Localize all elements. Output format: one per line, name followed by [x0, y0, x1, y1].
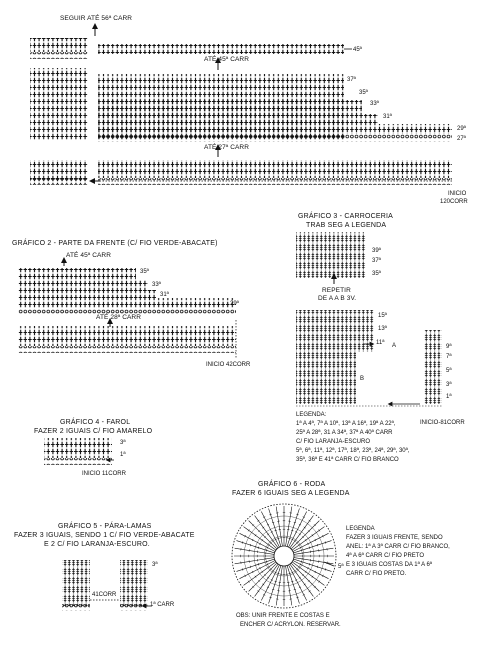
g3-legend-line-1: 1ª A 4ª, 7ª A 10ª, 13ª A 16ª, 19ª A 22ª,: [296, 420, 396, 427]
g5-right-piece: [120, 560, 148, 606]
wheel-spoke-tick: [269, 514, 271, 515]
g1-band-45-dots: [30, 52, 88, 59]
g5-title-3: E 2 C/ FIO LARANJA-ESCURO.: [44, 541, 150, 548]
g1-r31: 31ª: [383, 113, 393, 120]
g6-r5: 5ª: [338, 563, 344, 570]
g1-band-45: [30, 38, 88, 52]
g4-r1: 1ª: [120, 451, 126, 458]
chart-2-body: [18, 260, 236, 358]
wheel-spoke-tick: [266, 561, 267, 563]
wheel-spoke-tick: [275, 581, 277, 582]
chart-1-body: [30, 26, 452, 185]
g1-r33: 33ª: [370, 100, 380, 107]
g3-legend-line-4: 5ª, 6ª, 11ª, 12ª, 17ª, 18ª, 23ª, 24ª, 29ª, 30ª,: [296, 447, 410, 454]
g1-corr: 120CORR: [440, 199, 468, 205]
wheel-spoke-tick: [294, 522, 296, 523]
wheel-spoke-tick: [277, 573, 279, 574]
g3-r7: 7ª: [446, 353, 452, 360]
wheel-spoke-tick: [301, 549, 302, 551]
g1-band-45-right: [98, 44, 344, 54]
wheel-inner-ring: [274, 546, 294, 566]
g3-r13: 13ª: [378, 325, 388, 332]
g1-inicio: INICIO: [448, 191, 467, 197]
wheel-spoke-tick: [296, 597, 298, 598]
g1-step-29: [98, 124, 452, 134]
g3-r5: 5ª: [446, 367, 452, 374]
g2-top-block: [18, 268, 136, 298]
g5-title-2: FAZER 3 IGUAIS, SENDO 1 C/ FIO VERDE-ABACATE: [14, 532, 195, 539]
wheel-spoke-tick: [317, 544, 318, 546]
wheel-spoke-tick: [325, 568, 326, 570]
chart-3-body: [296, 232, 442, 406]
chart-6-labels: [232, 479, 450, 628]
g3-a-mark: A: [392, 343, 396, 349]
wheel-spoke-tick: [277, 538, 279, 539]
g5-r3: 3ª: [152, 561, 158, 568]
g2-r29: 29ª: [230, 300, 240, 307]
g3-r3: 3ª: [446, 381, 452, 388]
g2-mid: [18, 298, 236, 308]
g5-title-1: GRÁFICO 5 - PÁRA-LAMAS: [58, 521, 152, 530]
g3-left-column: [296, 352, 356, 404]
g2-ate28: ATÉ 28ª CARR: [96, 312, 141, 321]
g1-r45: 45ª: [353, 46, 363, 53]
wheel-spoke-tick: [289, 573, 291, 574]
g1-r29: 29ª: [457, 125, 467, 132]
g6-legend-line-1: FAZER 3 IGUAIS FRENTE, SENDO: [346, 535, 443, 541]
g4-dots: [44, 458, 112, 465]
g5-left-base: [62, 604, 90, 611]
g2-r35: 35ª: [140, 268, 150, 275]
g4-title-1: GRÁFICO 4 - FAROL: [60, 417, 130, 426]
g3-legend-line-3: C/ FIO LARANJA-ESCURO: [296, 439, 370, 445]
wheel-spoke-tick: [294, 589, 296, 590]
wheel-spoke-tick: [325, 541, 326, 543]
g2-step-33: [136, 280, 148, 298]
wheel-spoke-tick: [309, 563, 310, 565]
g2-r33: 33ª: [152, 281, 162, 288]
g1-step-31: [98, 114, 378, 124]
g1-r37: 37ª: [347, 76, 357, 83]
g5-right-base: [120, 604, 148, 611]
g2-inicio: INICIO 42CORR: [206, 362, 251, 368]
g3-title: GRÁFICO 3 - CARROCERIA: [298, 211, 393, 220]
g6-legend-line-3: 4ª A 6ª CARR C/ FIO PRETO: [346, 552, 424, 559]
wheel-spoke-tick: [269, 597, 271, 598]
g4-block: [44, 438, 112, 458]
g1-r35: 35ª: [359, 89, 369, 96]
g3-r11: 11ª: [376, 339, 385, 346]
g3-mid-block: [296, 310, 374, 352]
g3-repetir-2: DE A A B 3V.: [318, 295, 356, 302]
g2-ate45: ATÉ 45ª CARR: [66, 250, 111, 259]
g3-right-column: [424, 330, 442, 404]
wheel-spoke-tick: [275, 530, 277, 531]
g6-obs-2: ENCHER C/ ACRYLON. RESERVAR.: [240, 622, 341, 628]
g1-bottom-right: [98, 160, 452, 178]
g3-r9: 9ª: [446, 343, 452, 350]
g1-top-note: SEGUIR ATÉ 56ª CARR: [60, 13, 132, 22]
g1-ate27: ATÉ 27ª CARR: [204, 142, 249, 151]
g4-r3: 3ª: [120, 439, 126, 446]
g5-left-piece: [62, 560, 90, 606]
wheel-spoke-tick: [258, 563, 259, 565]
wheel-spoke-tick: [317, 566, 318, 568]
g3-inicio: INICIO-81CORR: [420, 420, 465, 426]
g6-legend-line-2: ANEL: 1ª A 3ª CARR C/ FIO BRANCO,: [346, 543, 450, 550]
wheel-spoke-tick: [291, 581, 293, 582]
chart-5-labels: [14, 521, 195, 608]
g1-step-33: [98, 100, 362, 114]
g3-legend-line-2: 25ª A 28ª, 31 A 34ª, 37ª A 40ª CARR: [296, 429, 393, 436]
g2-r31: 31ª: [160, 291, 170, 298]
wheel-spoke-tick: [242, 568, 243, 570]
wheel-spoke-tick: [258, 547, 259, 549]
g6-legend-line-5: CARR C/ FIO PRETO.: [346, 571, 407, 577]
g3-legend-line-5: 35ª, 36ª E 41ª CARR C/ FIO BRANCO: [296, 456, 399, 463]
g2-bottom-block: [18, 326, 236, 346]
wheel-spoke-tick: [250, 566, 251, 568]
g6-title-2: FAZER 6 IGUAIS SEG A LEGENDA: [232, 490, 350, 497]
g6-legend: [346, 526, 450, 577]
chart-4-body: [44, 438, 114, 465]
g3-legend: [296, 412, 410, 463]
g6-legend-line-4: E 3 IGUAIS COSTAS DA 1ª A 6ª: [346, 561, 433, 568]
wheel-spoke-tick: [289, 538, 291, 539]
g6-title-1: GRÁFICO 6 - RODA: [258, 479, 326, 488]
wheel-spoke-tick: [309, 547, 310, 549]
wheel-spoke-tick: [301, 561, 302, 563]
g3-r35: 35ª: [372, 270, 382, 277]
wheel-spoke-tick: [291, 530, 293, 531]
g3-r1: 1ª: [446, 393, 452, 400]
wheel-spoke-tick: [296, 514, 298, 515]
g3-legend-line-0: LEGENDA:: [296, 412, 327, 418]
g6-legend-line-0: LEGENDA: [346, 526, 375, 532]
wheel-spoke-tick: [272, 589, 274, 590]
g1-ate45: ATÉ 45ª CARR: [204, 54, 249, 63]
g1-r27: 27ª: [457, 135, 467, 142]
g4-inicio: INICIO 11CORR: [82, 471, 127, 477]
g3-top-block: [296, 232, 366, 278]
g3-b-mark: B: [360, 376, 364, 382]
g3-subtitle: TRAB SEG A LEGENDA: [306, 222, 386, 229]
g1-bottom-dots: [30, 178, 88, 185]
g3-r39: 39ª: [372, 247, 382, 254]
wheel-spoke-tick: [266, 549, 267, 551]
g3-r37: 37ª: [372, 257, 382, 264]
g1-bottom-dots-right: [98, 178, 452, 185]
g3-r15: 15ª: [378, 312, 388, 319]
chart-6-wheel: [232, 504, 336, 608]
g5-corr: 41CORR: [92, 592, 117, 598]
g6-obs-1: OBS: UNIR FRENTE E COSTAS E: [236, 613, 330, 619]
wheel-start-arrow: [324, 562, 334, 566]
wheel-spoke-tick: [250, 544, 251, 546]
wheel-spoke-tick: [272, 522, 274, 523]
g4-title-2: FAZER 2 IGUAIS C/ FIO AMARELO: [34, 428, 153, 435]
g2-bottom-dots: [18, 346, 236, 353]
wheel-spoke-tick: [242, 541, 243, 543]
g1-step-27: [98, 134, 452, 142]
g1-main-block: [30, 68, 88, 140]
g2-step-31: [148, 290, 156, 298]
g3-repetir-1: REPETIR: [322, 287, 351, 294]
g5-r1: 1ª CARR: [150, 601, 175, 608]
g2-title: GRÁFICO 2 - PARTE DA FRENTE (C/ FIO VERDE-ABACATE): [12, 238, 218, 247]
chart-5-body: [62, 560, 152, 611]
